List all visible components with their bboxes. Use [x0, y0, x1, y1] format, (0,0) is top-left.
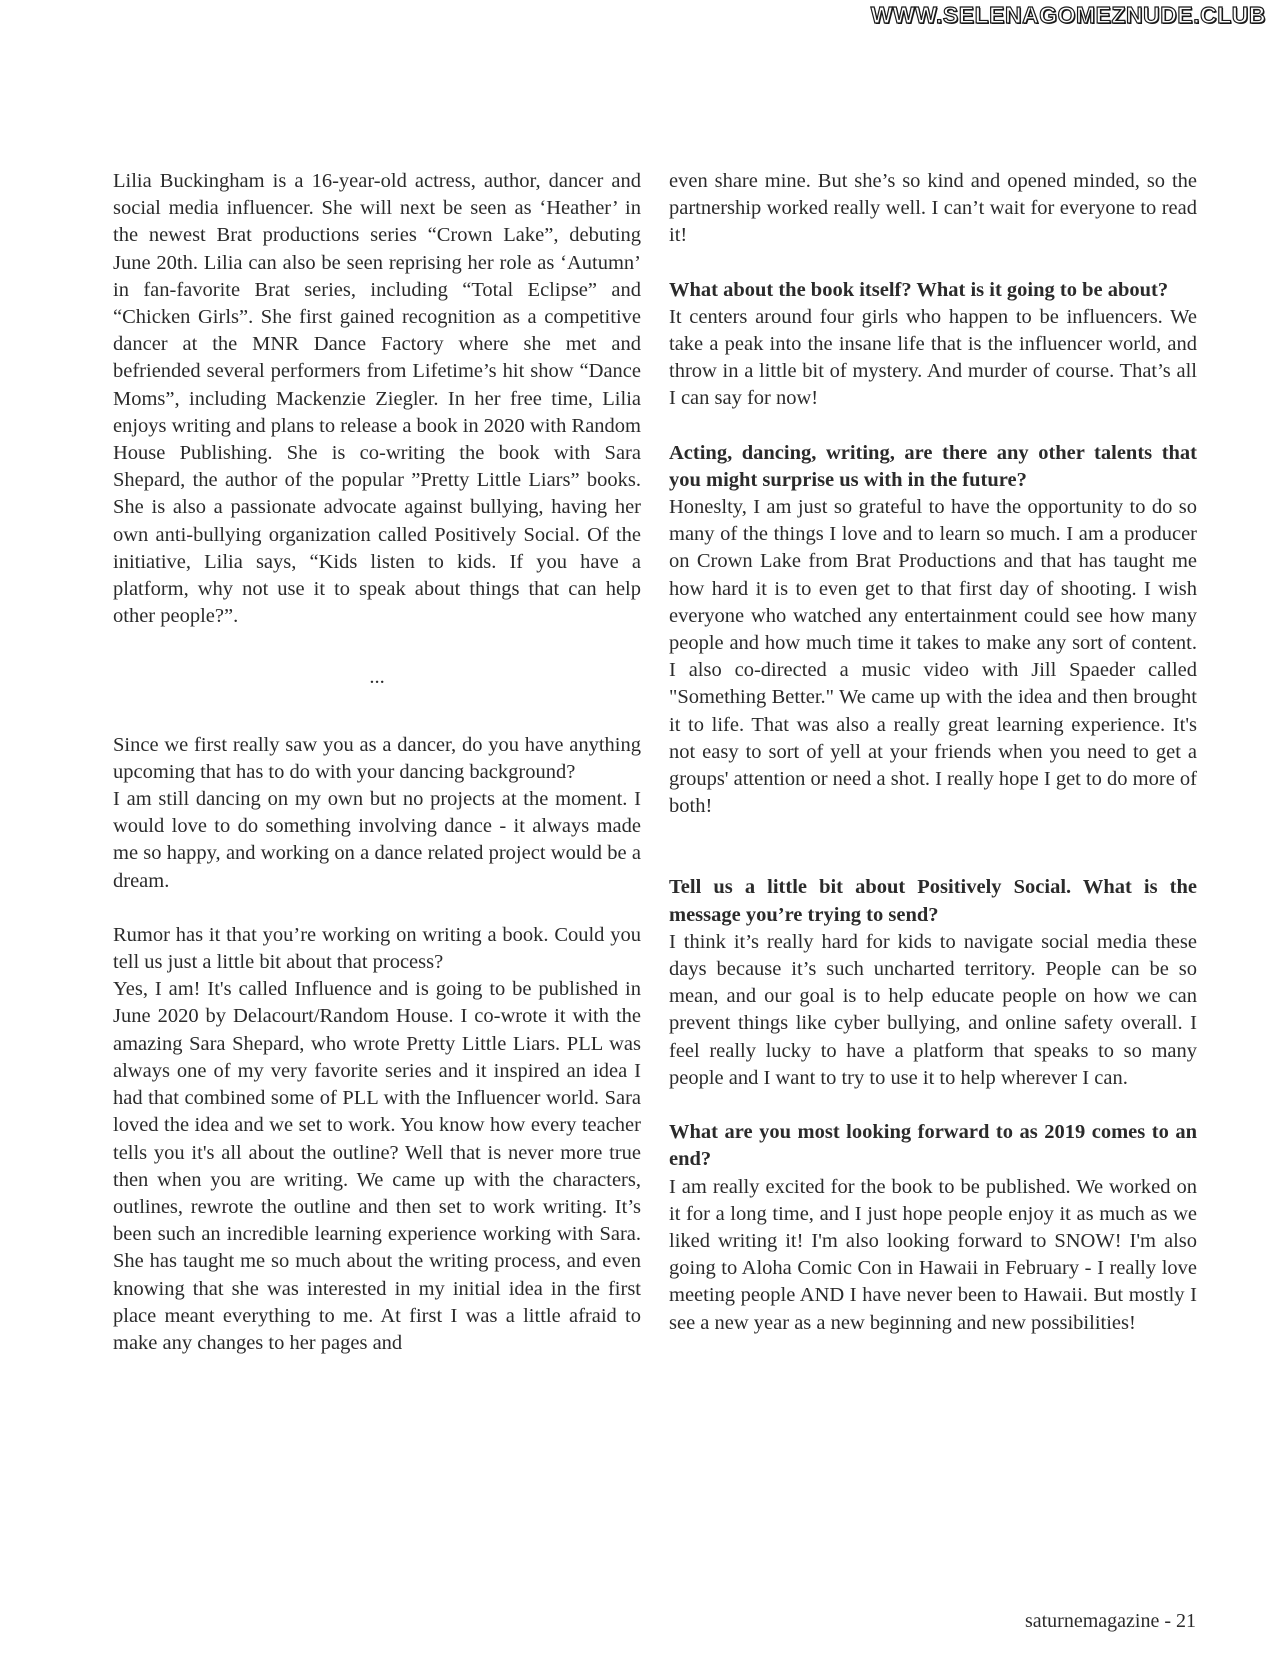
section-separator: ...	[369, 666, 385, 689]
intro-paragraph: Lilia Buckingham is a 16-year-old actress, author, dancer and social media influencer. She will next be seen as ‘Heather’ in the newest Brat productions series “Crown Lake”, debuting June 20th. Lilia can also be seen reprising her role as ‘Autumn’ in fan-favorite Brat series, including “Total Eclipse” and “Chicken Girls”. She first gained recognition as a competitive dancer at the MNR Dance Factory where she met and befriended several performers from Lifetime’s hit show “Dance Moms”, including Mackenzie Ziegler. In her free time, Lilia enjoys writing and plans to release a book in 2020 with Random House Publishing. She is co-writing the book with Sara Shepard, the author of the popular ”Pretty Little Liars” books. She is also a passionate advocate against bullying, having her own anti-bullying organization called Positively Social. Of the initiative, Lilia says, “Kids listen to kids. If you have a platform, why not use it to speak about things that can help other people?”.	[113, 170, 641, 628]
question-book-itself: What about the book itself? What is it going to be about?	[669, 278, 1169, 301]
answer-book-process: Yes, I am! It's called Influence and is going to be published in June 2020 by Delacourt/Random House. I co-wrote it with the amazing Sara Shepard, who wrote Pretty Little Liars. PLL was always one of my very favorite series and it inspired an idea I had that combined some of PLL with the Influencer world. Sara loved the idea and we set to work. You know how every teacher tells you it's all about the outline? Well that is never more true then when you are writing. We came up with the characters, outlines, rewrote the outline and then set to work writing. It’s been such an incredible learning experience working with Sara. She has taught me so much about the writing process, and even knowing that she was interested in my initial idea in the first place meant everything to me. At first I was a little afraid to make any changes to her pages and	[113, 978, 641, 1354]
watermark-text: WWW.SELENAGOMEZNUDE.CLUB	[870, 2, 1266, 28]
question-positively-social: Tell us a little bit about Positively Social. What is the message you’re trying to send?	[669, 876, 1197, 926]
answer-positively-social: I think it’s really hard for kids to navigate social media these days because it’s such uncharted territory. People can be so mean, and our goal is to help educate people on how we can prevent things like cyber bullying, and online safety overall. I feel really lucky to have a platform that speaks to so many people and I want to try to use it to help wherever I can.	[669, 930, 1197, 1089]
magazine-name: saturnemagazine	[1024, 1610, 1160, 1632]
left-column	[113, 168, 641, 1357]
question-book-process: Rumor has it that you’re working on writing a book. Could you tell us just a little bit about that process?	[113, 923, 641, 974]
answer-book-itself: It centers around four girls who happen to be influencers. We take a peak into the insane life that is the influencer world, and throw in a little bit of mystery. And murder of course. That’s all I can say for now!	[669, 305, 1197, 410]
page-footer	[1025, 1610, 1196, 1633]
footer-dash: -	[1164, 1610, 1171, 1632]
right-column	[669, 168, 1197, 1337]
answer-book-process-continued: even share mine. But she’s so kind and opened minded, so the partnership worked really well. I can’t wait for everyone to read it!	[669, 170, 1197, 247]
page-number: 21	[1176, 1610, 1196, 1632]
question-dancing: Since we first really saw you as a dancer, do you have anything upcoming that has to do with your dancing background?	[113, 733, 641, 783]
answer-dancing: I am still dancing on my own but no projects at the moment. I would love to do something involving dance - it always made me so happy, and working on a dance related project would be a dream.	[113, 788, 641, 892]
question-other-talents: Acting, dancing, writing, are there any other talents that you might surprise us with in the future?	[669, 441, 1197, 491]
answer-2019-end: I am really excited for the book to be published. We worked on it for a long time, and I just hope people enjoy it as much as we liked writing it! I'm also looking forward to SNOW! I'm also going to Aloha Comic Con in Hawaii in February - I really love meeting people AND I have never been to Hawaii. But mostly I see a new year as a new beginning and new possibilities!	[669, 1175, 1197, 1334]
answer-other-talents: Honeslty, I am just so grateful to have the opportunity to do so many of the things I love and to learn so much. I am a producer on Crown Lake from Brat Productions and that has taught me how hard it is to even get to that first day of shooting. I wish everyone who watched any entertainment could see how many people and how much time it takes to make any sort of content. I also co-directed a music video with Jill Spaeder called "Something Better." We came up with the idea and then brought it to life. That was also a really great learning experience. It's not easy to sort of yell at your friends when you need to get a groups' attention or need a shot. I really hope I get to do more of both!	[669, 496, 1198, 818]
question-2019-end: What are you most looking forward to as 2019 comes to an end?	[669, 1121, 1197, 1171]
